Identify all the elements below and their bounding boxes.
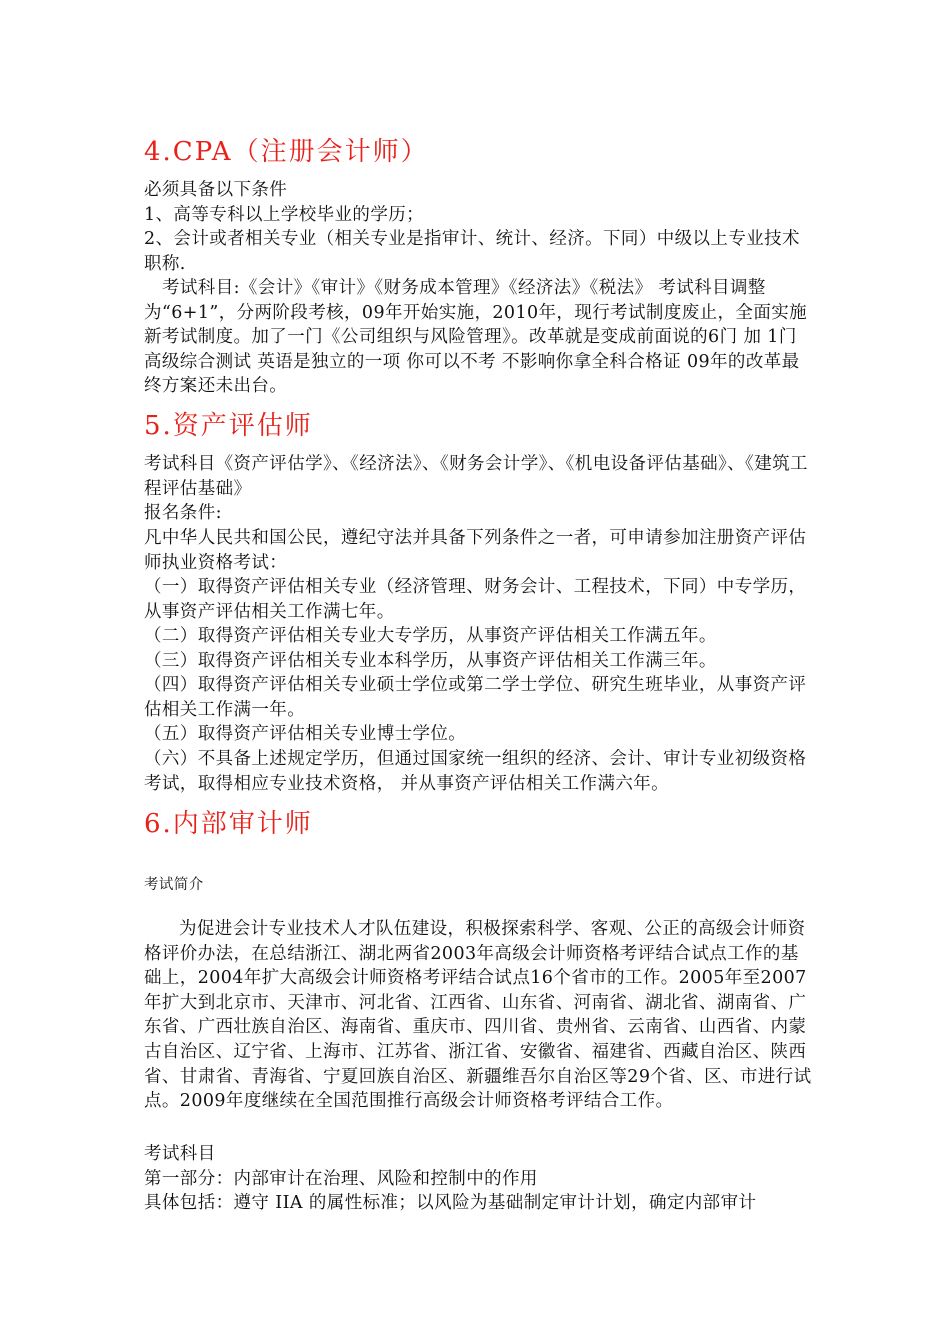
appraiser-heading: 5.资产评估师 [144,411,313,441]
internal-audit-part-1: 第一部分：内部审计在治理、风险和控制中的作用 [144,1169,538,1189]
appraiser-condition-1: （一）取得资产评估相关专业（经济管理、财务会计、工程技术，下同）中专学历，从事资产评估相关工作满七年。 [144,577,807,622]
appraiser-condition-2: （二）取得资产评估相关专业大专学历，从事资产评估相关工作满五年。 [144,626,717,646]
appraiser-condition-4: （四）取得资产评估相关专业硕士学位或第二学士学位、研究生班毕业，从事资产评估相关工作满一年。 [144,675,807,720]
appraiser-condition-3: （三）取得资产评估相关专业本科学历，从事资产评估相关工作满三年。 [144,651,717,671]
appraiser-reg-intro: 凡中华人民共和国公民，遵纪守法并具备下列条件之一者，可申请参加注册资产评估师执业资格考试： [144,528,807,573]
internal-audit-heading: 6.内部审计师 [144,809,313,839]
appraiser-condition-5: （五）取得资产评估相关专业博士学位。 [144,724,467,744]
internal-audit-subjects-label: 考试科目 [144,1144,216,1164]
cpa-condition-2: 2、会计或者相关专业（相关专业是指审计、统计、经济。下同）中级以上专业技术职称. [144,229,800,274]
appraiser-condition-6: （六）不具备上述规定学历，但通过国家统一组织的经济、会计、审计专业初级资格考试，取得相应专业技术资格， 并从事资产评估相关工作满六年。 [144,749,807,794]
appraiser-subjects: 考试科目《资产评估学》、《经济法》、《财务会计学》、《机电设备评估基础》、《建筑工程评估基础》 [144,454,808,499]
internal-audit-intro-text: 为促进会计专业技术人才队伍建设，积极探索科学、客观、公正的高级会计师资格评价办法，在总结浙江、湖北两省2003年高级会计师资格考评结合试点工作的基础上，2004年扩大高级会计师资格考评结合试点16个省市的工作。2005年至2007年扩大到北京市、天津市、河北省、江西省、山东省、河南省、湖北省、湖南省、广东省、广西壮族自治区、海南省、重庆市、四川省、贵州省、云南省、山西省、内蒙古自治区、辽宁省、上海市、江苏省、浙江省、安徽省、福建省、西藏自治区、陕西省、甘肃省、青海省、宁夏回族自治区、新疆维吾尔自治区等29个省、区、市进行试点。2009年度继续在全国范围推行高级会计师资格考评结合工作。 [144,919,812,1112]
appraiser-reg-label: 报名条件: [144,503,222,523]
cpa-heading: 4.CPA（注册会计师） [144,137,429,167]
cpa-exam-subjects: 考试科目:《会计》《审计》《财务成本管理》《经济法》《税法》 考试科目调整为“6+1”，分两阶段考核，09年开始实施，2010年，现行考试制度废止，全面实施新考试制度。加了一门《公司组织与风险管理》。改革就是变成前面说的6门 加 1门高级综合测试 英语是独立的一项 你可以不考 不影响你拿全科合格证 09年的改革最终方案还未出台。 [144,278,808,397]
cpa-condition-1: 1、高等专科以上学校毕业的学历； [144,205,425,225]
internal-audit-part-1-detail: 具体包括：遵守 IIA 的属性标准；以风险为基础制定审计计划，确定内部审计 [144,1193,757,1213]
internal-audit-intro-label: 考试简介 [144,877,204,893]
cpa-intro: 必须具备以下条件 [144,180,288,200]
